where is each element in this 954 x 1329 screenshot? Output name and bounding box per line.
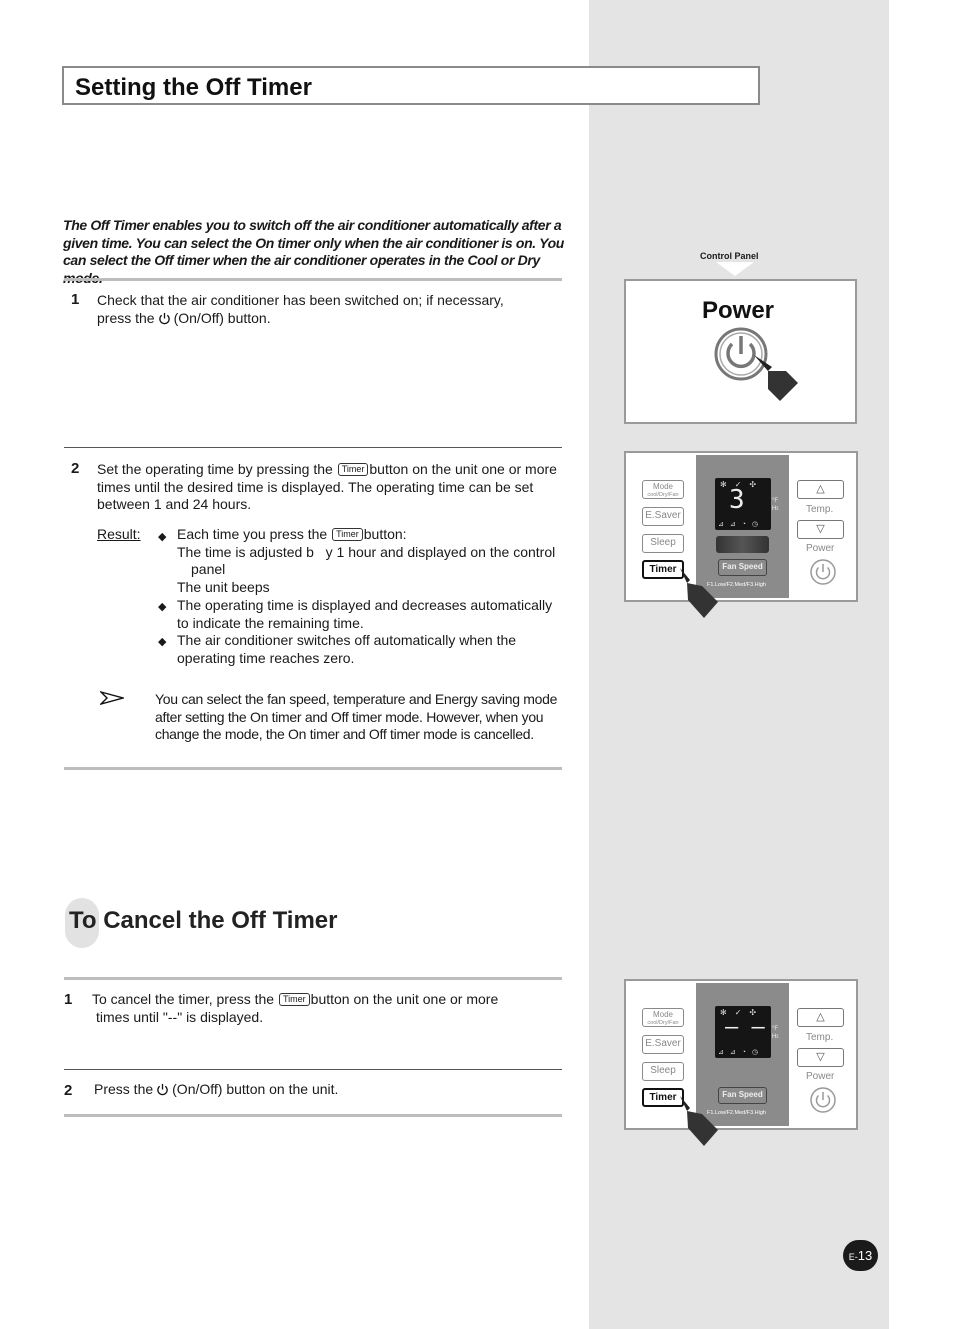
result-item-2: The operating time is displayed and decreases automatically to indicate the remaining time. [177,597,553,631]
result-item-1-line2: The time is adjusted b y 1 hour and displayed on the control [177,543,556,560]
fan-speed-legend: F1.Low/F2.Med/F3.High [707,1110,766,1116]
display-units [772,1025,780,1041]
temp-down-button[interactable] [797,520,844,539]
temp-up-button[interactable] [797,480,844,499]
sleep-button[interactable]: Sleep [642,1062,684,1081]
timer-button[interactable]: Timer [642,1088,684,1107]
divider [64,767,562,770]
display-digits: 3 [729,485,745,515]
cancel-step-2-pre: Press the [94,1081,154,1097]
up-triangle-icon: △ [816,483,825,495]
cancel-step-2-text [94,1081,554,1099]
temp-up-button[interactable] [797,1008,844,1027]
power-icon [156,1083,169,1096]
esaver-button[interactable]: E.Saver [642,507,684,526]
callout-pointer [716,262,754,276]
divider [64,1069,562,1070]
down-triangle-icon: ▽ [816,523,825,535]
cancel-step-2-post: (On/Off) button on the unit. [172,1081,339,1097]
result-label: Result: [97,526,141,542]
mode-label: Mode [652,482,673,491]
step-1-post: (On/Off) button. [173,309,271,326]
display-mode-icons: ✻✓✣ [720,1008,765,1017]
intro-text: The Off Timer enables you to switch off the air conditioner automatically after a given time. You can select the On timer only when the air conditioner is on. You can select the Off timer when the air conditioner operates in the Cool or Dry [63,217,564,268]
down-triangle-icon: ▽ [816,1051,825,1063]
unit-hr: Hr. [772,1034,780,1040]
note-text: You can select the fan speed, temperature and Energy saving mode after setting the On timer and Off timer mode. However, when you change the mode, the On timer and Off timer mode is cancelled. [155,691,558,743]
divider [64,447,562,448]
display-status-icons: ⊿⊿◔◷ [718,1049,765,1056]
page-number: 13 [857,1248,873,1263]
step-1-pre: press the [97,309,155,326]
result-item-3: The air conditioner switches off automatically when the operating time reaches zero. [177,632,517,666]
divider [64,278,562,281]
step-2-text [97,461,559,514]
cancel-step-1-number: 1 [64,991,73,1008]
result-item-1-line4: The unit beeps [177,578,270,595]
mode-button[interactable] [642,480,684,499]
result-item-1-line3: panel [191,561,226,578]
pointer-hand-icon [678,566,722,620]
step-1-text [97,292,557,327]
timer-button[interactable]: Timer [642,560,684,579]
result-item-1 [177,526,567,596]
fan-speed-legend: F1.Low/F2.Med/F3.High [707,582,766,588]
cancel-step-1-line2: times until "--" is displayed. [96,1008,264,1025]
bullet-diamond: ◆ [158,601,167,613]
mode-sub-label: cool/Dry/Fan [647,1020,679,1026]
temp-label: Temp. [806,1032,834,1043]
mode-label: Mode [652,1010,673,1019]
step-1-line1: Check that the air conditioner has been switched on; if necessary, [97,292,504,308]
unit-hr: Hr. [772,506,780,512]
power-title: Power [702,297,775,324]
page-title: Setting the Off Timer [75,74,312,101]
display-mode-icons: ✻✓✣ [720,480,765,489]
esaver-button[interactable]: E.Saver [642,1035,684,1054]
pointer-hand-icon [752,353,802,403]
fan-speed-bar [716,536,769,553]
power-label: Power [806,1071,835,1082]
result-item-1-line1 [177,526,567,544]
arrow-note-icon [100,690,124,706]
section-title-cancel: To Cancel the Off Timer [69,907,338,934]
power-illustration [624,279,857,424]
display-digits: – – [725,1015,765,1040]
cancel-step-1-text [92,991,552,1026]
mode-sub-label: cool/Dry/Fan [647,492,679,498]
temp-down-button[interactable] [797,1048,844,1067]
bullet-diamond: ◆ [158,636,167,648]
cancel-step-1-post: button on the unit one or more [310,991,499,1007]
divider [64,977,562,980]
up-triangle-icon: △ [816,1011,825,1023]
power-button-icon[interactable] [810,1087,836,1113]
cancel-step-2-number: 2 [64,1082,73,1099]
sleep-button[interactable]: Sleep [642,534,684,553]
display-units [772,497,780,513]
unit-f: °F [772,1026,779,1032]
pointer-hand-icon [678,1094,722,1148]
timer-key-label: Timer [338,463,369,476]
step-1-number: 1 [71,291,80,308]
temp-label: Temp. [806,504,834,515]
bullet-diamond: ◆ [158,531,167,543]
cancel-step-1-line1 [92,991,552,1009]
power-button-icon[interactable] [810,559,836,585]
step-2-number: 2 [71,460,80,477]
display-status-icons: ⊿⊿◔◷ [718,521,765,528]
step-1-line2 [97,310,557,328]
fan-speed-button[interactable]: Fan Speed [718,559,767,576]
power-label: Power [806,543,835,554]
control-panel-label: Control Panel [700,251,759,261]
result-item-1-post: button: [363,526,407,542]
control-panel-timer-cancel [624,979,858,1130]
power-icon [158,312,171,325]
page-number-badge [843,1240,878,1271]
title-box [62,66,760,105]
control-panel-timer-set [624,451,858,602]
panel-display [715,478,771,530]
unit-f: °F [772,498,779,504]
fan-speed-button[interactable]: Fan Speed [718,1087,767,1104]
page-number-prefix: E- [848,1252,858,1262]
timer-key-label: Timer [279,993,310,1006]
timer-key-label: Timer [332,528,363,541]
result-item-1-pre: Each time you press the [177,526,328,542]
panel-display [715,1006,771,1058]
step-2-post: button on the unit one or more times until the desired time is displayed. The operating time can be set between 1 and 24 hours. [97,461,557,513]
step-2-pre: Set the operating time by pressing the [97,461,333,477]
cancel-step-1-pre: To cancel the timer, press the [92,991,275,1007]
mode-button[interactable] [642,1008,684,1027]
divider [64,1114,562,1117]
